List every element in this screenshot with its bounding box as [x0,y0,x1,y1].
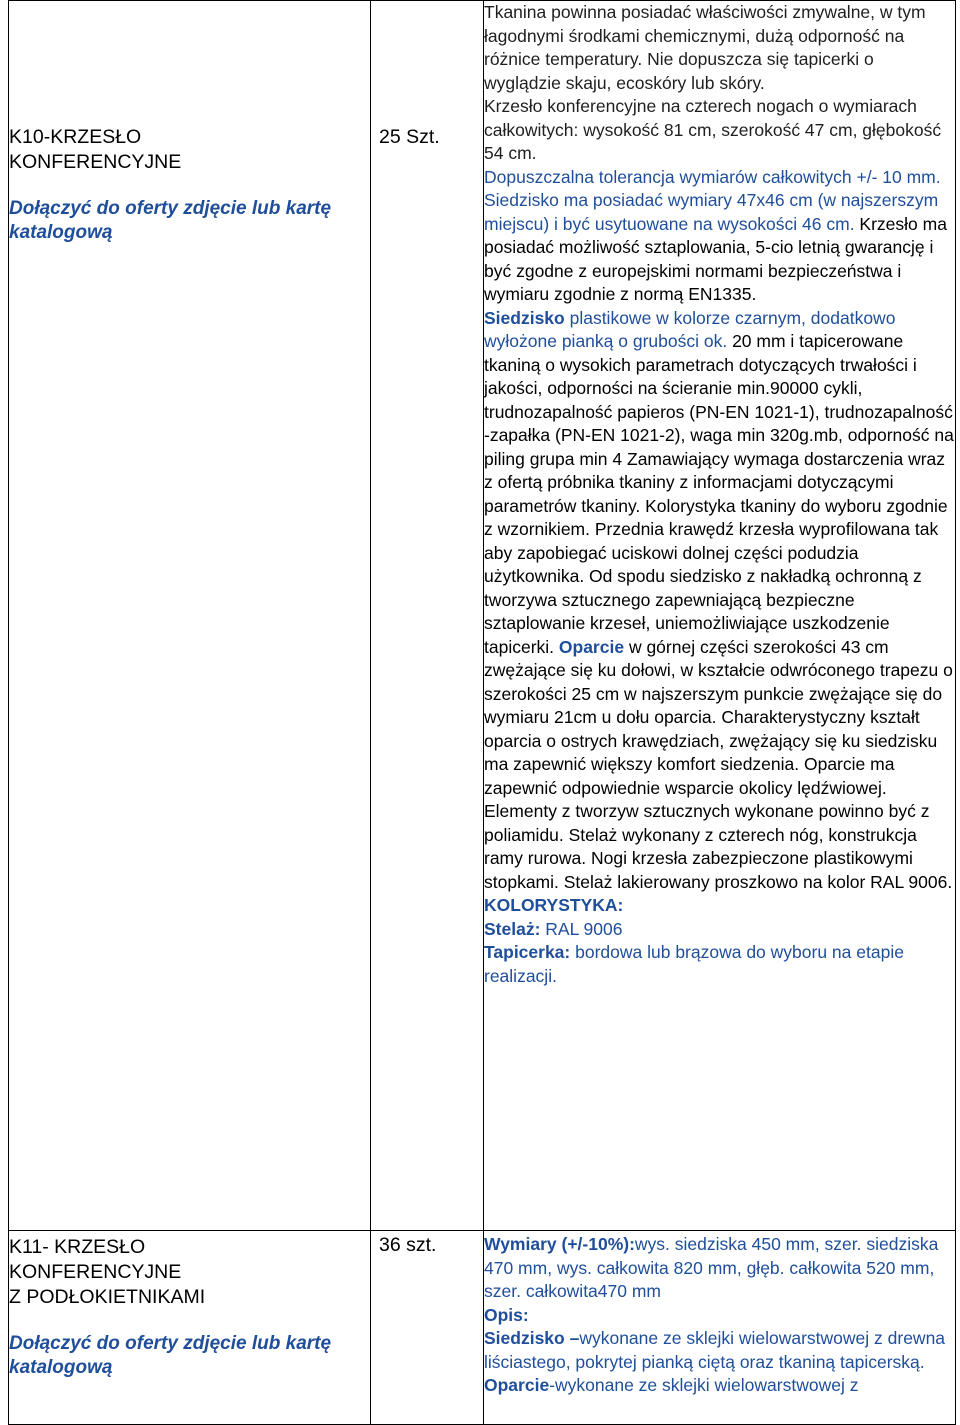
description-cell [484,1,956,1231]
frame-color: Stelaż: RAL 9006 [484,918,623,939]
colors-heading: KOLORYSTYKA: [484,895,624,915]
desc-intro: Tkanina powinna posiadać właściwości zmywalne, w tym łagodnymi środkami chemicznymi, dużą odporność na różnice temperatury. Nie dopuszcza się tapicerki o wyglądzie skaju, ecoskóry lub skóry. [484,2,926,93]
desc-seat-size: Siedzisko ma posiadać wymiary 47x46 cm (w najszerszym miejscu) i być usytuowane na wysokości 46 cm. Krzesło ma posiadać możliwość sztaplowania, 5-cio letnią gwarancję i być zgodne z europejskimi normami bezpieczeństwa i wymiaru zgodnie z normą EN1335. [484,190,947,304]
quantity: 36 szt. [379,1234,437,1256]
desc-seat: Siedzisko plastikowe w kolorze czarnym, dodatkowo wyłożone pianką o grubości ok. 20 mm i tapicerowane tkaniną o wysokich parametrach dotyczących trwałości i jakości, odporności na ścieranie min.90000 cykli, trudnozapalność papieros (PN-EN 1021-1), trudnozapalność -zapałka (PN-EN 1021-2), waga min 320g.mb, odporność na piling grupa min 4 Zamawiający wymaga dostarczenia wraz z ofertą próbnika tkaniny z informacjami dotyczącymi parametrów tkaniny. Kolorystyka tkaniny do wyboru zgodnie z wzornikiem. Przednia krawędź krzesła wyprofilowana tak aby zapobiegać uciskowi dolnej części podudzia użytkownika. Od spodu siedzisko z nakładką ochronną z tworzywa sztucznego zapewniającą bezpieczne sztaplowanie krzeseł, uniemożliwiające uszkodzenie tapicerki. Oparcie w górnej części szerokości 43 cm zwężające się ku dołowi, w kształcie odwróconego trapezu o szerokości 25 cm w najszerszym punkcie zwężające się do wymiaru 21cm u dołu oparcia. Charakterystyczny kształt oparcia o ostrych krawędziach, zwężający się ku siedzisku ma zapewnić większy komfort siedzenia. Oparcie ma zapewnić odpowiednie wsparcie okolicy lędźwiowej. Elementy z tworzyw sztucznych wykonane powinno być z poliamidu. Stelaż wykonany z czterech nóg, konstrukcja ramy rurowa. Nogi krzesła zabezpieczone plastikowymi stopkami. Stelaż lakierowany proszkowo na kolor RAL 9006. [484,307,954,892]
desc-seat: Siedzisko –wykonane ze sklejki wielowarstwowej z drewna liściastego, pokrytej pianką ciętą oraz tkaniną tapicerską. [484,1328,946,1372]
item-name-cell [9,1,371,1231]
quantity-cell [371,1,484,1231]
table-row-k10 [9,1,956,1231]
item-name: K11- KRZESŁO KONFERENCYJNE Z PODŁOKIETNIKAMI [9,1236,206,1308]
specification-table [8,0,956,1425]
description-cell [484,1231,956,1425]
item-name-cell [9,1231,371,1425]
upholstery-color: Tapicerka: bordowa lub brązowa do wyboru na etapie realizacji. [484,942,904,986]
desc-tolerance: Dopuszczalna tolerancja wymiarów całkowitych +/- 10 mm. [484,166,941,187]
desc-backrest: Oparcie-wykonane ze sklejki wielowarstwowej z [484,1375,859,1395]
desc-label: Opis: [484,1304,529,1325]
item-name: K10-KRZESŁO KONFERENCYJNE [9,126,182,173]
table-row-k11 [9,1231,956,1425]
desc-dimensions: Krzesło konferencyjne na czterech nogach o wymiarach całkowitych: wysokość 81 cm, szerokość 47 cm, głębokość 54 cm. [484,96,942,163]
quantity: 25 Szt. [379,126,440,148]
quantity-cell [371,1231,484,1425]
attach-note: Dołączyć do oferty zdjęcie lub kartę katalogową [9,198,332,243]
attach-note: Dołączyć do oferty zdjęcie lub kartę katalogową [9,1333,332,1378]
desc-dimensions: Wymiary (+/-10%):wys. siedziska 450 mm, szer. siedziska 470 mm, wys. całkowita 820 mm, głęb. całkowita 520 mm, szer. całkowita470 mm [484,1234,939,1301]
